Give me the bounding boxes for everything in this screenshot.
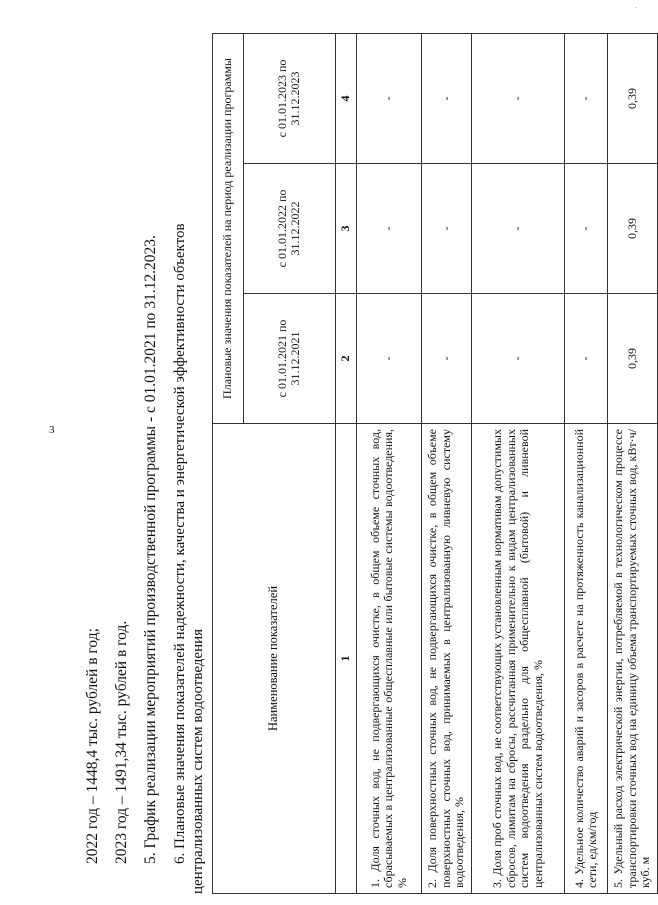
column-number-row [336, 33, 357, 893]
value-2023: - [565, 33, 608, 163]
value-2022: - [472, 164, 565, 294]
page-number: 3 [49, 424, 55, 436]
value-2021: - [422, 294, 472, 424]
indicator-name: 1. Доля сточных вод, не подвергающихся очистке, в общем объеме сточных вод, сбрасываемых в централизованные общесплавные или бытовые системы водоотведения, % [357, 424, 422, 894]
header-period-2021: с 01.01.2021 по 31.12.2021 [243, 294, 335, 424]
indicators-table [212, 33, 658, 894]
indicator-name: 2. Доля поверхностных сточных вод, не подвергающихся очистке, в общем объеме поверхностных сточных вод, принимаемых в централизованную ливневую систему водоотведения, % [422, 424, 472, 894]
value-2022: - [565, 164, 608, 294]
value-2023: - [472, 33, 565, 163]
indicator-name: 3. Доля проб сточных вод, не соответствующих установленным нормативам допустимых сбросов, лимитам на сбросы, рассчитанная применительно к видам централизованных систем водоотведения раздельно для общесплавной (бытовой) и ливневой централизованных систем водоотведения, % [472, 424, 565, 894]
table-row [357, 33, 422, 893]
col-number: 3 [336, 164, 357, 294]
table-row [472, 33, 565, 893]
value-2022: - [357, 164, 422, 294]
text-line-2023: 2023 год – 1491,34 тыс. рублей в год. [113, 620, 130, 864]
indicator-name: 4. Удельное количество аварий и засоров в расчете на протяженность канализационной сети, ед/км/год [565, 424, 608, 894]
header-planned-values: Плановые значения показателей на период реализации программы [213, 33, 244, 423]
value-2023: - [357, 33, 422, 163]
col-number: 2 [336, 294, 357, 424]
section-6-heading-line1: 6. Плановые значения показателей надежности, качества и энергетической эффективности объектов [172, 223, 188, 864]
col-number: 1 [336, 424, 357, 894]
col-number: 4 [336, 33, 357, 163]
header-period-2023: с 01.01.2023 по 31.12.2023 [243, 33, 335, 163]
corner-mark: · [635, 4, 638, 12]
value-2021: 0,39 [608, 294, 658, 424]
value-2021: - [357, 294, 422, 424]
value-2022: - [422, 164, 472, 294]
value-2023: - [422, 33, 472, 163]
value-2022: 0,39 [608, 164, 658, 294]
indicator-name: 5. Удельный расход электрической энергии, потребляемой в технологическом процессе транспортировки сточных вод на единицу объема транспортируемых сточных вод, кВт·ч/куб. м [608, 424, 658, 894]
table-row [422, 33, 472, 893]
value-2021: - [472, 294, 565, 424]
table-row [608, 33, 658, 893]
table-row [565, 33, 608, 893]
header-period-2022: с 01.01.2022 по 31.12.2022 [243, 164, 335, 294]
text-line-2022: 2022 год – 1448,4 тыс. рублей в год; [84, 628, 101, 864]
value-2023: 0,39 [608, 33, 658, 163]
section-6-heading-line2: централизованных систем водоотведения [190, 628, 206, 894]
value-2021: - [565, 294, 608, 424]
section-5-heading: 5. График реализации мероприятий производственной программы - с 01.01.2021 по 31.12.2023. [142, 235, 159, 864]
rotated-page-content [84, 34, 653, 894]
header-indicator-name: Наименование показателей [213, 424, 336, 894]
